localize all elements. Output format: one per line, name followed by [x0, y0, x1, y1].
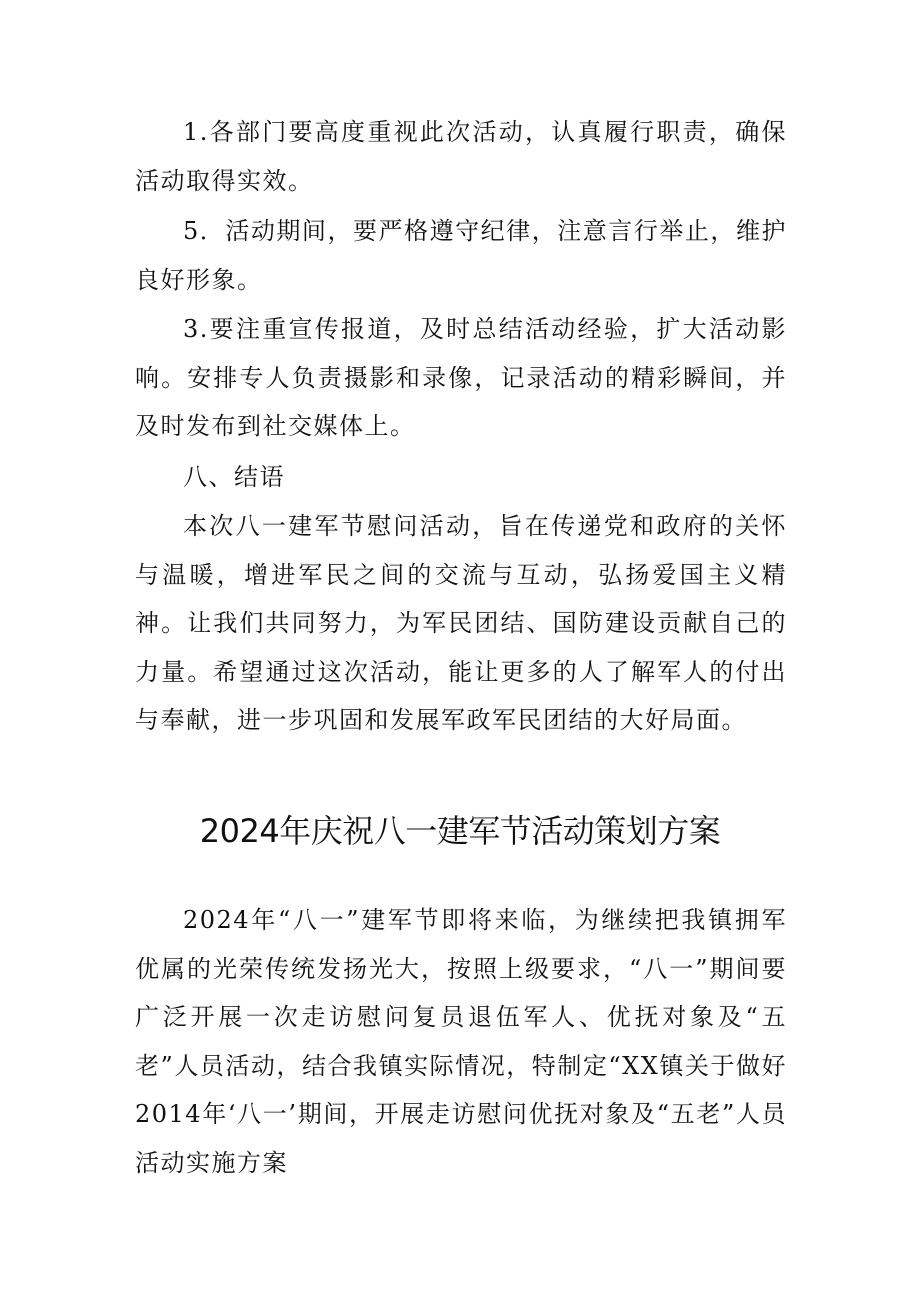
conclusion-paragraph: 本次八一建军节慰问活动，旨在传递党和政府的关怀与温暖，增进军民之间的交流与互动，弘扬爱国主义精神。让我们共同努力，为军民团结、国防建设贡献自己的力量。希望通过这次活动，能让更多的人了解军人的付出与奉献，进一步巩固和发展军政军民团结的大好局面。	[135, 512, 787, 734]
item-paragraph-3: 3.要注重宣传报道，及时总结活动经验，扩大活动影响。安排专人负责摄影和录像，记录活动的精彩瞬间，并及时发布到社交媒体上。	[135, 315, 787, 440]
item-paragraph-1: 1.各部门要高度重视此次活动，认真履行职责，确保活动取得实效。	[135, 118, 787, 195]
document-title: 2024年庆祝八一建军节活动策划方案	[199, 812, 721, 850]
section-heading-conclusion: 八、结语	[183, 463, 285, 491]
intro-paragraph: 2024年“八一”建军节即将来临，为继续把我镇拥军优属的光荣传统发扬光大，按照上级要求，“八一”期间要广泛开展一次走访慰问复员退伍军人、优抚对象及“五老”人员活动，结合我镇实际情况，特制定“XX镇关于做好2014年‘八一’期间，开展走访慰问优抚对象及“五老”人员活动实施方案	[135, 906, 787, 1177]
item-paragraph-5: 5．活动期间，要严格遵守纪律，注意言行举止，维护良好形象。	[135, 217, 787, 294]
